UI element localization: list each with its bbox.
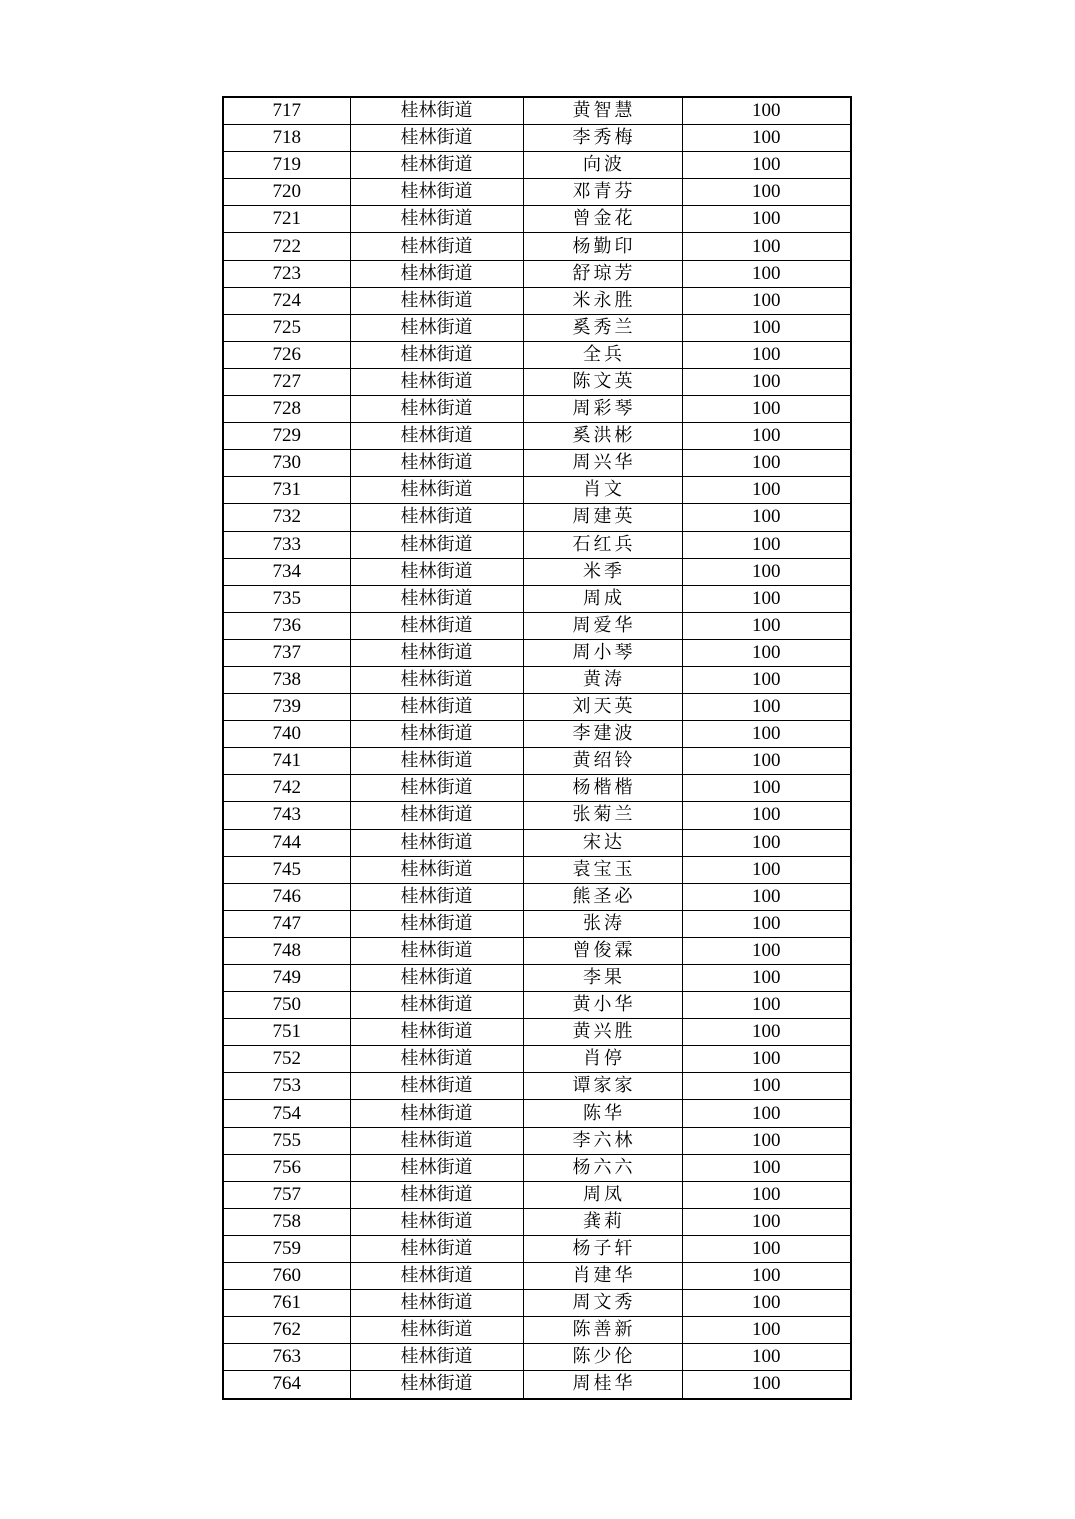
street-cell: 桂林街道 (350, 314, 523, 341)
row-number-cell: 760 (223, 1263, 350, 1290)
street-cell: 桂林街道 (350, 341, 523, 368)
table-row (223, 368, 851, 395)
person-name-cell: 周建英 (523, 504, 682, 531)
row-number-cell: 731 (223, 477, 350, 504)
amount-cell: 100 (682, 1317, 851, 1344)
amount-cell: 100 (682, 1100, 851, 1127)
row-number-cell: 741 (223, 748, 350, 775)
table-row (223, 450, 851, 477)
person-name-cell: 李秀梅 (523, 125, 682, 152)
row-number-cell: 757 (223, 1181, 350, 1208)
amount-cell: 100 (682, 1181, 851, 1208)
street-cell: 桂林街道 (350, 1235, 523, 1262)
row-number-cell: 729 (223, 423, 350, 450)
amount-cell: 100 (682, 1344, 851, 1371)
table-row (223, 152, 851, 179)
amount-cell: 100 (682, 883, 851, 910)
amount-cell: 100 (682, 477, 851, 504)
amount-cell: 100 (682, 965, 851, 992)
amount-cell: 100 (682, 531, 851, 558)
table-row (223, 260, 851, 287)
row-number-cell: 742 (223, 775, 350, 802)
person-name-cell: 周兴华 (523, 450, 682, 477)
table-row (223, 992, 851, 1019)
street-cell: 桂林街道 (350, 1154, 523, 1181)
person-name-cell: 向波 (523, 152, 682, 179)
row-number-cell: 733 (223, 531, 350, 558)
table-row (223, 1181, 851, 1208)
street-cell: 桂林街道 (350, 1046, 523, 1073)
table-row (223, 423, 851, 450)
table-row (223, 233, 851, 260)
row-number-cell: 740 (223, 721, 350, 748)
person-name-cell: 张涛 (523, 910, 682, 937)
row-number-cell: 754 (223, 1100, 350, 1127)
table-row (223, 1317, 851, 1344)
amount-cell: 100 (682, 206, 851, 233)
table-row (223, 1073, 851, 1100)
person-name-cell: 宋达 (523, 829, 682, 856)
person-name-cell: 周爱华 (523, 612, 682, 639)
street-cell: 桂林街道 (350, 423, 523, 450)
street-cell: 桂林街道 (350, 477, 523, 504)
street-cell: 桂林街道 (350, 287, 523, 314)
street-cell: 桂林街道 (350, 694, 523, 721)
street-cell: 桂林街道 (350, 1263, 523, 1290)
row-number-cell: 732 (223, 504, 350, 531)
street-cell: 桂林街道 (350, 396, 523, 423)
amount-cell: 100 (682, 1154, 851, 1181)
amount-cell: 100 (682, 937, 851, 964)
street-cell: 桂林街道 (350, 450, 523, 477)
table-row (223, 1127, 851, 1154)
street-cell: 桂林街道 (350, 910, 523, 937)
amount-cell: 100 (682, 396, 851, 423)
person-name-cell: 张菊兰 (523, 802, 682, 829)
street-cell: 桂林街道 (350, 1371, 523, 1399)
row-number-cell: 750 (223, 992, 350, 1019)
table-row (223, 477, 851, 504)
person-name-cell: 黄小华 (523, 992, 682, 1019)
amount-cell: 100 (682, 1235, 851, 1262)
street-cell: 桂林街道 (350, 883, 523, 910)
row-number-cell: 753 (223, 1073, 350, 1100)
row-number-cell: 723 (223, 260, 350, 287)
amount-cell: 100 (682, 748, 851, 775)
person-name-cell: 龚莉 (523, 1208, 682, 1235)
amount-cell: 100 (682, 152, 851, 179)
amount-cell: 100 (682, 179, 851, 206)
street-cell: 桂林街道 (350, 1290, 523, 1317)
street-cell: 桂林街道 (350, 856, 523, 883)
street-cell: 桂林街道 (350, 612, 523, 639)
amount-cell: 100 (682, 666, 851, 693)
table-row (223, 1208, 851, 1235)
person-name-cell: 邓青芬 (523, 179, 682, 206)
table-row (223, 1019, 851, 1046)
street-cell: 桂林街道 (350, 1019, 523, 1046)
amount-cell: 100 (682, 450, 851, 477)
table-row (223, 829, 851, 856)
table-row (223, 531, 851, 558)
row-number-cell: 719 (223, 152, 350, 179)
street-cell: 桂林街道 (350, 179, 523, 206)
person-name-cell: 黄智慧 (523, 97, 682, 125)
table-row (223, 1046, 851, 1073)
person-name-cell: 袁宝玉 (523, 856, 682, 883)
row-number-cell: 728 (223, 396, 350, 423)
person-name-cell: 陈少伦 (523, 1344, 682, 1371)
table-row (223, 775, 851, 802)
row-number-cell: 717 (223, 97, 350, 125)
person-name-cell: 李果 (523, 965, 682, 992)
person-name-cell: 奚秀兰 (523, 314, 682, 341)
row-number-cell: 761 (223, 1290, 350, 1317)
table-row (223, 585, 851, 612)
amount-cell: 100 (682, 992, 851, 1019)
street-cell: 桂林街道 (350, 206, 523, 233)
amount-cell: 100 (682, 423, 851, 450)
amount-cell: 100 (682, 1263, 851, 1290)
table-row (223, 856, 851, 883)
person-name-cell: 杨楷楷 (523, 775, 682, 802)
person-name-cell: 周彩琴 (523, 396, 682, 423)
amount-cell: 100 (682, 802, 851, 829)
street-cell: 桂林街道 (350, 666, 523, 693)
subsidy-table (222, 96, 852, 1400)
street-cell: 桂林街道 (350, 504, 523, 531)
amount-cell: 100 (682, 721, 851, 748)
amount-cell: 100 (682, 314, 851, 341)
row-number-cell: 756 (223, 1154, 350, 1181)
row-number-cell: 749 (223, 965, 350, 992)
table-row (223, 639, 851, 666)
street-cell: 桂林街道 (350, 1344, 523, 1371)
person-name-cell: 全兵 (523, 341, 682, 368)
subsidy-list-sheet (222, 96, 852, 1400)
amount-cell: 100 (682, 612, 851, 639)
street-cell: 桂林街道 (350, 1127, 523, 1154)
amount-cell: 100 (682, 125, 851, 152)
row-number-cell: 744 (223, 829, 350, 856)
table-row (223, 314, 851, 341)
row-number-cell: 735 (223, 585, 350, 612)
street-cell: 桂林街道 (350, 152, 523, 179)
person-name-cell: 米永胜 (523, 287, 682, 314)
amount-cell: 100 (682, 1019, 851, 1046)
street-cell: 桂林街道 (350, 802, 523, 829)
person-name-cell: 奚洪彬 (523, 423, 682, 450)
street-cell: 桂林街道 (350, 585, 523, 612)
street-cell: 桂林街道 (350, 1181, 523, 1208)
table-body (223, 97, 851, 1399)
table-row (223, 1154, 851, 1181)
street-cell: 桂林街道 (350, 639, 523, 666)
amount-cell: 100 (682, 639, 851, 666)
street-cell: 桂林街道 (350, 233, 523, 260)
street-cell: 桂林街道 (350, 937, 523, 964)
row-number-cell: 764 (223, 1371, 350, 1399)
amount-cell: 100 (682, 1208, 851, 1235)
row-number-cell: 718 (223, 125, 350, 152)
street-cell: 桂林街道 (350, 965, 523, 992)
table-row (223, 179, 851, 206)
row-number-cell: 755 (223, 1127, 350, 1154)
street-cell: 桂林街道 (350, 1100, 523, 1127)
person-name-cell: 周凤 (523, 1181, 682, 1208)
person-name-cell: 曾俊霖 (523, 937, 682, 964)
row-number-cell: 763 (223, 1344, 350, 1371)
table-row (223, 1235, 851, 1262)
row-number-cell: 752 (223, 1046, 350, 1073)
person-name-cell: 熊圣必 (523, 883, 682, 910)
amount-cell: 100 (682, 233, 851, 260)
street-cell: 桂林街道 (350, 260, 523, 287)
amount-cell: 100 (682, 1127, 851, 1154)
person-name-cell: 刘天英 (523, 694, 682, 721)
person-name-cell: 肖停 (523, 1046, 682, 1073)
table-row (223, 206, 851, 233)
person-name-cell: 陈文英 (523, 368, 682, 395)
row-number-cell: 734 (223, 558, 350, 585)
person-name-cell: 舒琼芳 (523, 260, 682, 287)
table-row (223, 748, 851, 775)
amount-cell: 100 (682, 856, 851, 883)
street-cell: 桂林街道 (350, 1317, 523, 1344)
table-row (223, 910, 851, 937)
amount-cell: 100 (682, 1371, 851, 1399)
table-row (223, 666, 851, 693)
row-number-cell: 758 (223, 1208, 350, 1235)
row-number-cell: 722 (223, 233, 350, 260)
row-number-cell: 727 (223, 368, 350, 395)
row-number-cell: 738 (223, 666, 350, 693)
table-row (223, 97, 851, 125)
table-row (223, 1290, 851, 1317)
person-name-cell: 陈善新 (523, 1317, 682, 1344)
amount-cell: 100 (682, 585, 851, 612)
street-cell: 桂林街道 (350, 721, 523, 748)
amount-cell: 100 (682, 1073, 851, 1100)
table-row (223, 883, 851, 910)
table-row (223, 965, 851, 992)
row-number-cell: 747 (223, 910, 350, 937)
row-number-cell: 762 (223, 1317, 350, 1344)
row-number-cell: 726 (223, 341, 350, 368)
person-name-cell: 周成 (523, 585, 682, 612)
table-row (223, 694, 851, 721)
table-row (223, 341, 851, 368)
row-number-cell: 736 (223, 612, 350, 639)
table-row (223, 937, 851, 964)
person-name-cell: 黄涛 (523, 666, 682, 693)
row-number-cell: 720 (223, 179, 350, 206)
amount-cell: 100 (682, 368, 851, 395)
row-number-cell: 759 (223, 1235, 350, 1262)
street-cell: 桂林街道 (350, 992, 523, 1019)
table-row (223, 287, 851, 314)
amount-cell: 100 (682, 504, 851, 531)
street-cell: 桂林街道 (350, 1208, 523, 1235)
row-number-cell: 725 (223, 314, 350, 341)
person-name-cell: 李建波 (523, 721, 682, 748)
table-row (223, 802, 851, 829)
table-row (223, 1344, 851, 1371)
amount-cell: 100 (682, 775, 851, 802)
person-name-cell: 周桂华 (523, 1371, 682, 1399)
amount-cell: 100 (682, 1290, 851, 1317)
street-cell: 桂林街道 (350, 829, 523, 856)
table-row (223, 1263, 851, 1290)
person-name-cell: 陈华 (523, 1100, 682, 1127)
table-row (223, 558, 851, 585)
street-cell: 桂林街道 (350, 748, 523, 775)
amount-cell: 100 (682, 341, 851, 368)
person-name-cell: 米季 (523, 558, 682, 585)
street-cell: 桂林街道 (350, 1073, 523, 1100)
row-number-cell: 721 (223, 206, 350, 233)
amount-cell: 100 (682, 829, 851, 856)
person-name-cell: 黄兴胜 (523, 1019, 682, 1046)
amount-cell: 100 (682, 1046, 851, 1073)
row-number-cell: 743 (223, 802, 350, 829)
person-name-cell: 肖文 (523, 477, 682, 504)
person-name-cell: 黄绍铃 (523, 748, 682, 775)
person-name-cell: 谭家家 (523, 1073, 682, 1100)
amount-cell: 100 (682, 910, 851, 937)
table-row (223, 1100, 851, 1127)
street-cell: 桂林街道 (350, 97, 523, 125)
amount-cell: 100 (682, 694, 851, 721)
person-name-cell: 肖建华 (523, 1263, 682, 1290)
person-name-cell: 周文秀 (523, 1290, 682, 1317)
person-name-cell: 杨勤印 (523, 233, 682, 260)
table-row (223, 721, 851, 748)
row-number-cell: 745 (223, 856, 350, 883)
row-number-cell: 739 (223, 694, 350, 721)
amount-cell: 100 (682, 260, 851, 287)
table-row (223, 612, 851, 639)
table-row (223, 396, 851, 423)
amount-cell: 100 (682, 558, 851, 585)
row-number-cell: 730 (223, 450, 350, 477)
street-cell: 桂林街道 (350, 775, 523, 802)
street-cell: 桂林街道 (350, 531, 523, 558)
row-number-cell: 724 (223, 287, 350, 314)
person-name-cell: 李六林 (523, 1127, 682, 1154)
street-cell: 桂林街道 (350, 125, 523, 152)
table-row (223, 1371, 851, 1399)
amount-cell: 100 (682, 287, 851, 314)
person-name-cell: 石红兵 (523, 531, 682, 558)
table-row (223, 125, 851, 152)
row-number-cell: 748 (223, 937, 350, 964)
person-name-cell: 杨子轩 (523, 1235, 682, 1262)
person-name-cell: 周小琴 (523, 639, 682, 666)
row-number-cell: 737 (223, 639, 350, 666)
table-row (223, 504, 851, 531)
person-name-cell: 曾金花 (523, 206, 682, 233)
row-number-cell: 746 (223, 883, 350, 910)
street-cell: 桂林街道 (350, 558, 523, 585)
street-cell: 桂林街道 (350, 368, 523, 395)
row-number-cell: 751 (223, 1019, 350, 1046)
amount-cell: 100 (682, 97, 851, 125)
person-name-cell: 杨六六 (523, 1154, 682, 1181)
